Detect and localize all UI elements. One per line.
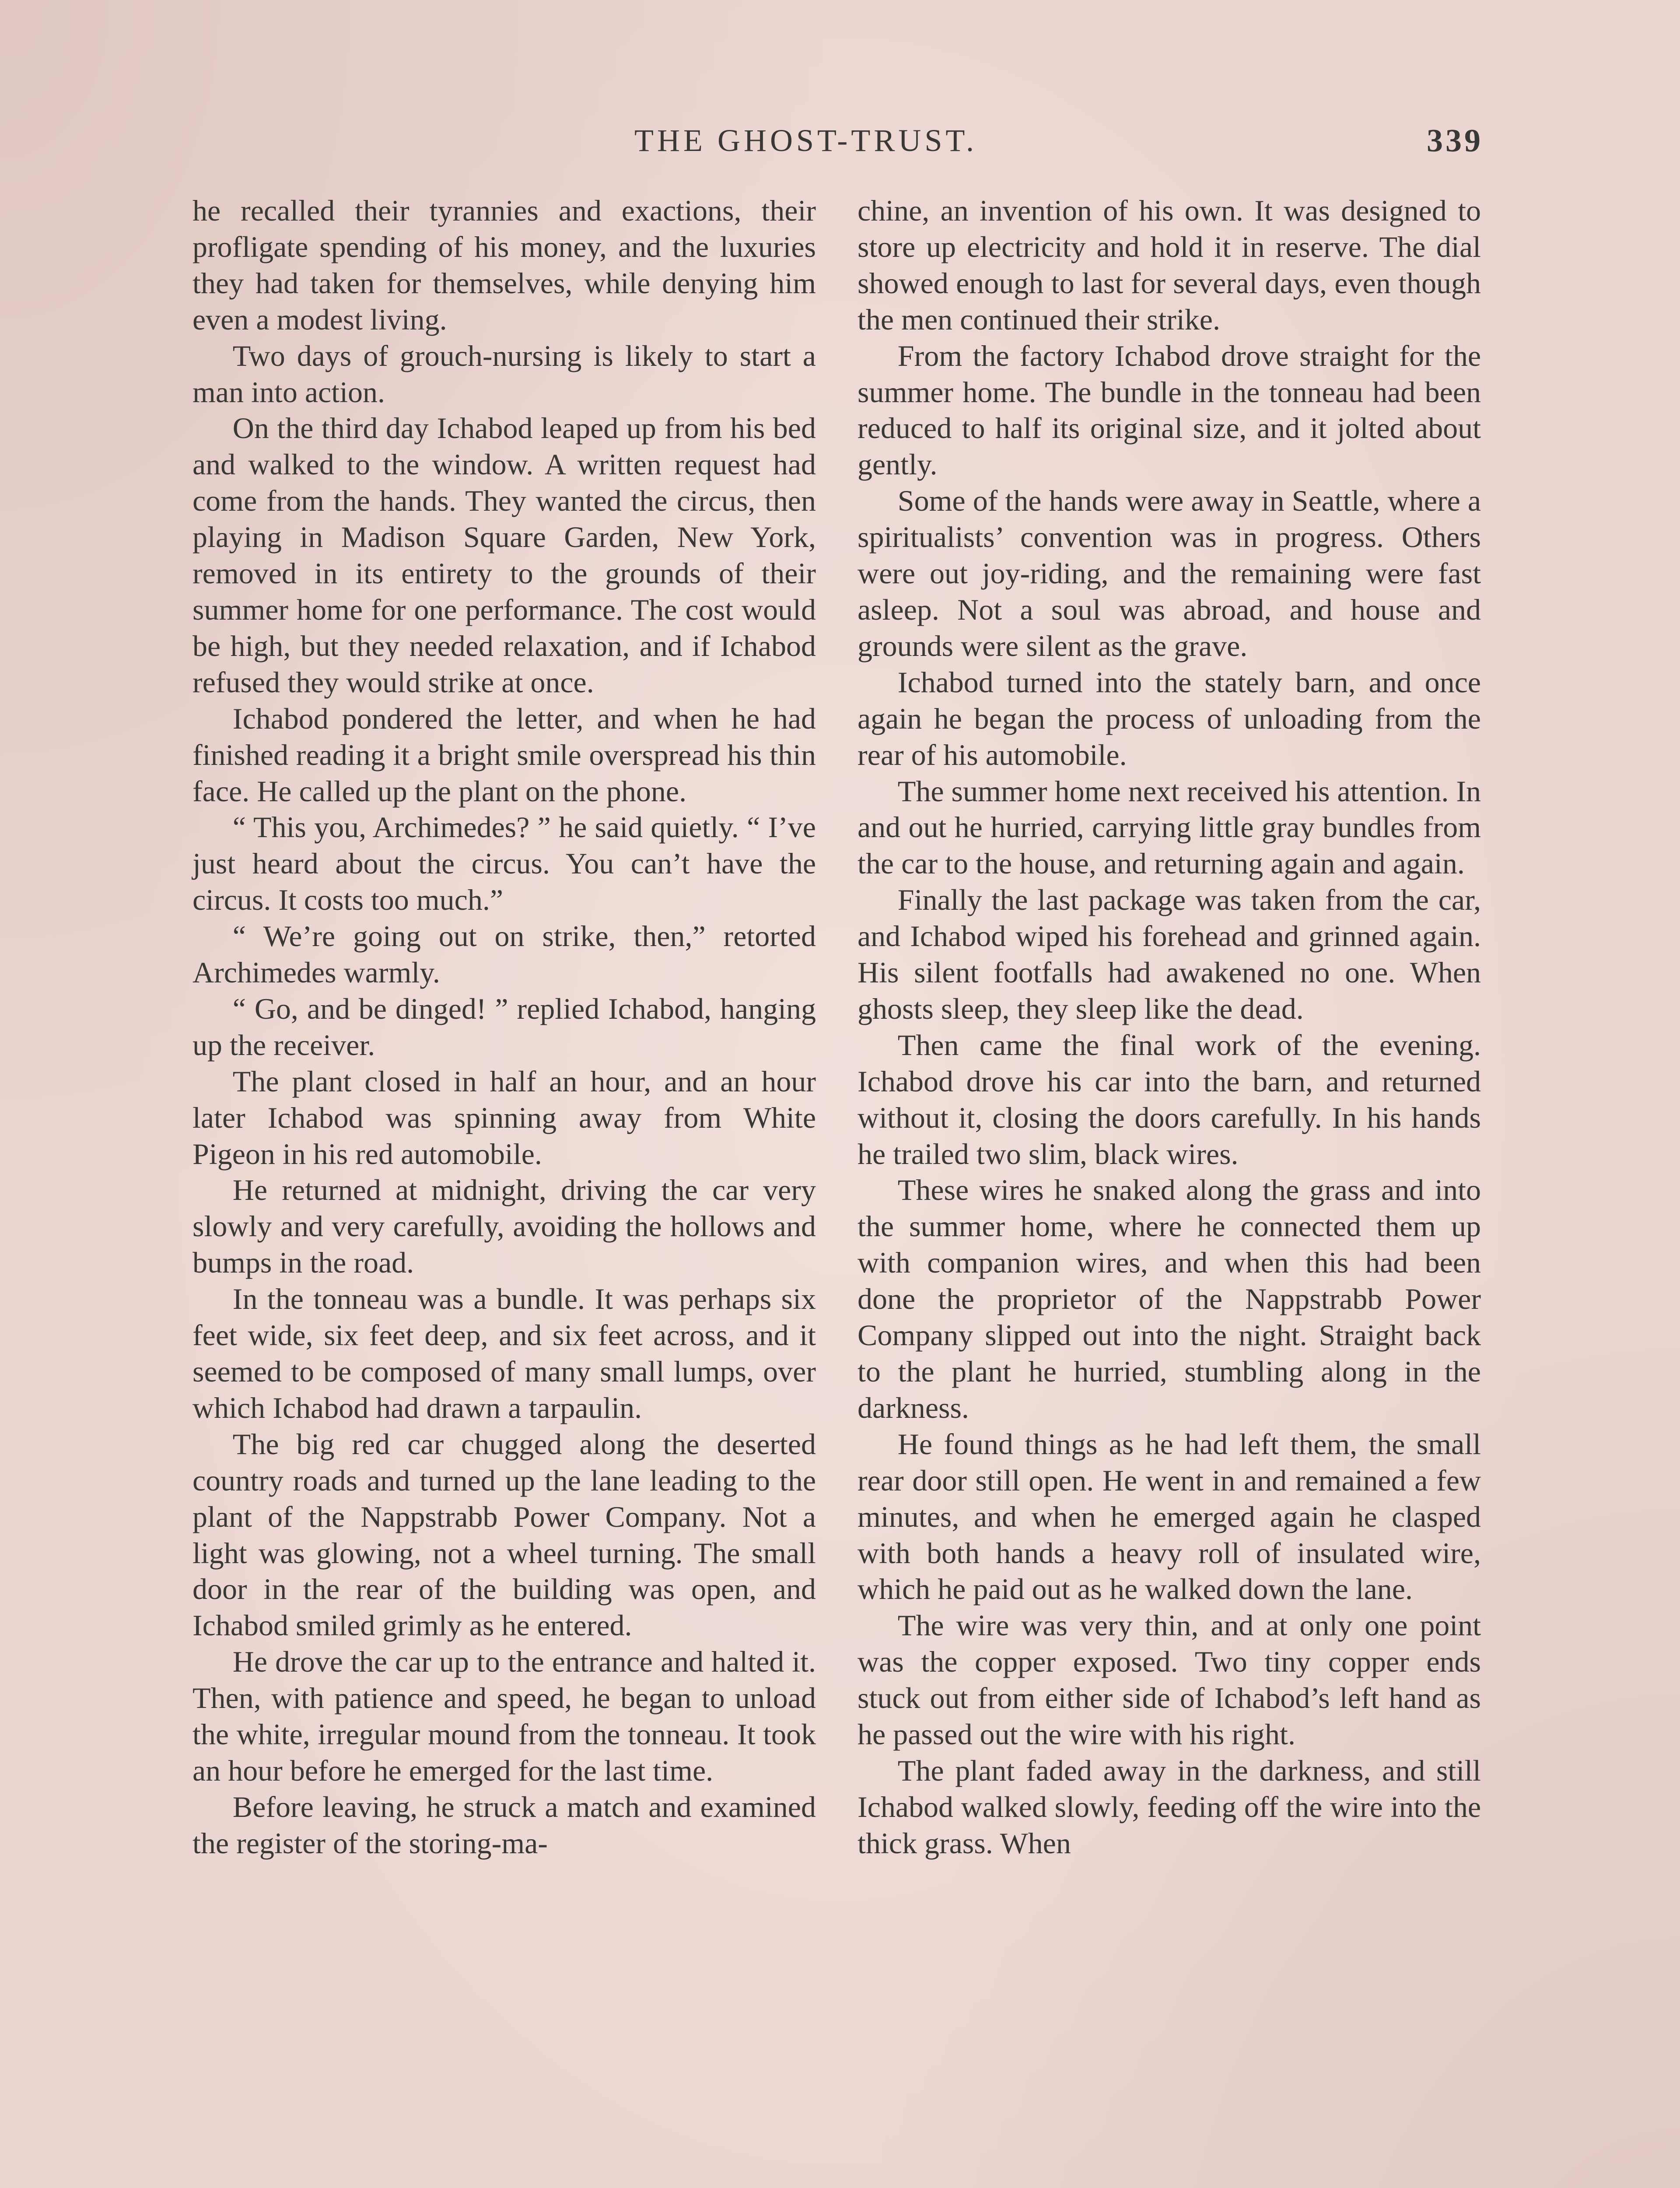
paragraph: Before leaving, he struck a match and examined the register of the storing-ma-: [192, 1790, 816, 1860]
paragraph: These wires he snaked along the grass and into the summer home, where he connected them up with companion wires, and when this had been done the proprietor of the Nappstrabb Power Company slipped out into the night. Straight back to the plant he hurried, stumbling along in the darkness.: [858, 1173, 1481, 1424]
page-header: [634, 118, 1483, 171]
paragraph: In the tonneau was a bundle. It was perhaps six feet wide, six feet deep, and six feet across, and it seemed to be composed of many small lumps, over which Ichabod had drawn a tarpaulin.: [192, 1282, 816, 1424]
paragraph: He drove the car up to the entrance and halted it. Then, with patience and speed, he began to unload the white, irregular mound from the tonneau. It took an hour before he emerged for the last time.: [192, 1645, 816, 1787]
paragraph: The big red car chugged along the deserted country roads and turned up the lane leading to the plant of the Nappstrabb Power Company. Not a light was glowing, not a wheel turning. The small door in the rear of the building was open, and Ichabod smiled grimly as he entered.: [192, 1427, 816, 1642]
paragraph: Ichabod pondered the letter, and when he had finished reading it a bright smile overspread his thin face. He called up the plant on the phone.: [192, 701, 816, 808]
paragraph: From the factory Ichabod drove straight for the summer home. The bundle in the tonneau had been reduced to half its original size, and it jolted about gently.: [858, 339, 1481, 481]
paragraph: Then came the final work of the evening. Ichabod drove his car into the barn, and returned without it, closing the doors carefully. In his hands he trailed two slim, black wires.: [858, 1028, 1481, 1171]
paragraph: chine, an invention of his own. It was designed to store up electricity and hold it in reserve. The dial showed enough to last for several days, even though the men continued their strike.: [858, 194, 1481, 336]
left-column: [192, 193, 816, 1862]
paragraph: “ Go, and be dinged! ” replied Ichabod, hanging up the receiver.: [192, 992, 816, 1062]
paragraph: Some of the hands were away in Seattle, where a spiritualists’ convention was in progress. Others were out joy-riding, and the remaining were fast asleep. Not a soul was abroad, and house and grounds were silent as the grave.: [858, 484, 1481, 663]
paragraph: “ We’re going out on strike, then,” retorted Archimedes warmly.: [192, 919, 816, 989]
paragraph: On the third day Ichabod leaped up from his bed and walked to the window. A written request had come from the hands. They wanted the circus, then playing in Madison Square Garden, New York, removed in its entirety to the grounds of their summer home for one performance. The cost would be high, but they needed relaxation, and if Ichabod refused they would strike at once.: [192, 411, 816, 699]
page-number: 339: [1427, 123, 1483, 159]
running-title: THE GHOST-TRUST.: [634, 123, 978, 158]
paragraph: he recalled their tyrannies and exactions, their profligate spending of his money, and the luxuries they had taken for themselves, while denying him even a modest living.: [192, 194, 816, 336]
paragraph: He returned at midnight, driving the car very slowly and very carefully, avoiding the hollows and bumps in the road.: [192, 1173, 816, 1280]
paragraph: Two days of grouch-nursing is likely to start a man into action.: [192, 339, 816, 409]
paragraph: “ This you, Archimedes? ” he said quietly. “ I’ve just heard about the circus. You can’t have the circus. It costs too much.”: [192, 810, 816, 917]
paragraph: Ichabod turned into the stately barn, and once again he began the process of unloading from the rear of his automobile.: [858, 665, 1481, 771]
right-column: [858, 193, 1481, 1862]
paragraph: Finally the last package was taken from the car, and Ichabod wiped his forehead and grinned again. His silent footfalls had awakened no one. When ghosts sleep, they sleep like the dead.: [858, 883, 1481, 1025]
paragraph: The summer home next received his attention. In and out he hurried, carrying little gray bundles from the car to the house, and returning again and again.: [858, 774, 1481, 880]
paragraph: The plant faded away in the darkness, and still Ichabod walked slowly, feeding off the wire into the thick grass. When: [858, 1753, 1481, 1860]
paragraph: The plant closed in half an hour, and an hour later Ichabod was spinning away from White Pigeon in his red automobile.: [192, 1064, 816, 1171]
paragraph: He found things as he had left them, the small rear door still open. He went in and remained a few minutes, and when he emerged again he clasped with both hands a heavy roll of insulated wire, which he paid out as he walked down the lane.: [858, 1427, 1481, 1606]
paragraph: The wire was very thin, and at only one point was the copper exposed. Two tiny copper ends stuck out from either side of Ichabod’s left hand as he passed out the wire with his right.: [858, 1609, 1481, 1751]
